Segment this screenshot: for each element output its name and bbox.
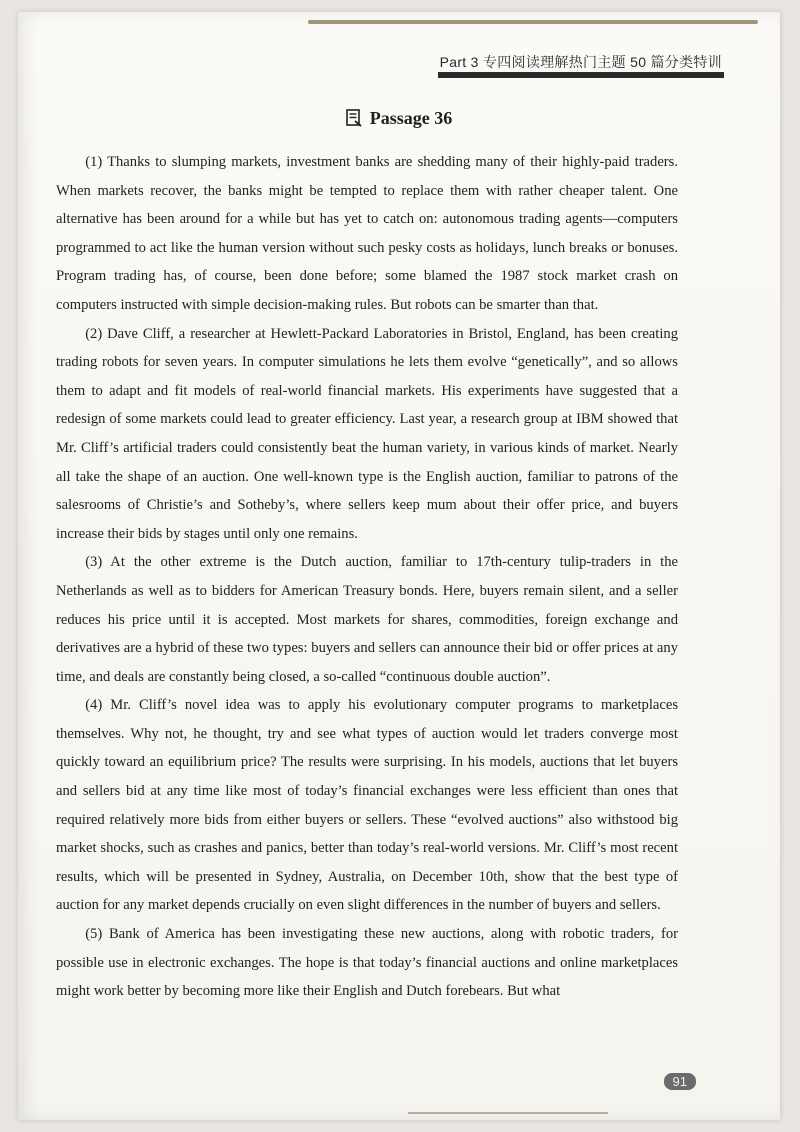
top-decorative-rule (308, 20, 758, 24)
header-bar (438, 72, 724, 78)
paragraph-3: (3) At the other extreme is the Dutch auction, familiar to 17th-century tulip-traders in the Netherlands as well as to bidders for American Treasury bonds. Here, buyers remain silent, and a seller reduces his price until it is accepted. Most markets for shares, commodities, foreign exchange and derivatives are a hybrid of these two types: buyers and sellers can announce their bid or offer prices at any time, and deals are constantly being closed, a so-called “continuous double auction”. (56, 554, 678, 685)
passage-title (18, 108, 780, 129)
note-icon (346, 109, 362, 127)
page-number: 91 (664, 1073, 696, 1090)
book-page (18, 12, 780, 1120)
running-header: Part 3 专四阅读理解热门主题 50 篇分类特训 (439, 54, 722, 70)
paragraph-1: (1) Thanks to slumping markets, investment banks are shedding many of their highly-paid traders. When markets recover, the banks might be tempted to replace them with rather cheaper talent. One alternative has been around for a while but has yet to catch on: autonomous trading agents—computers programmed to act like the human version without such pesky costs as holidays, lunch breaks or bonuses. Program trading has, of course, been done before; some blamed the 1987 stock market crash on computers instructed with simple decision-making rules. But robots can be smarter than that. (56, 154, 678, 313)
passage-title-text: Passage 36 (369, 108, 453, 128)
paragraph-2: (2) Dave Cliff, a researcher at Hewlett-Packard Laboratories in Bristol, England, has been creating trading robots for seven years. In computer simulations he lets them evolve “genetically”, and so allows them to adapt and fit models of real-world financial markets. His experiments have suggested that a redesign of some markets could lead to greater efficiency. Last year, a research group at IBM showed that Mr. Cliff’s artificial traders could consistently beat the human variety, in various kinds of market. Nearly all take the shape of an auction. One well-known type is the English auction, familiar to patrons of the salesrooms of Christie’s and Sotheby’s, where sellers keep mum about their offer price, and buyers increase their bids by stages until only one remains. (56, 325, 678, 542)
bottom-decorative-rule (408, 1112, 608, 1114)
passage-body (56, 148, 678, 1006)
paragraph-4: (4) Mr. Cliff’s novel idea was to apply his evolutionary computer programs to marketplaces themselves. Why not, he thought, try and see what types of auction would let traders converge most quickly toward an equilibrium price? The results were surprising. In his models, auctions that let buyers and sellers bid at any time like most of today’s financial exchanges were less efficient than ones that required relatively more bids from either buyers or sellers. These “evolved auctions” also withstood big market shocks, such as crashes and panics, better than today’s real-world versions. Mr. Cliff’s most recent results, which will be presented in Sydney, Australia, on December 10th, show that the best type of auction for any market depends crucially on even slight differences in the number of buyers and sellers. (56, 697, 678, 914)
paragraph-5: (5) Bank of America has been investigating these new auctions, along with robotic traders, for possible use in electronic exchanges. The hope is that today’s financial auctions and online marketplaces might work better by becoming more like their English and Dutch forebears. But what (56, 926, 678, 1000)
